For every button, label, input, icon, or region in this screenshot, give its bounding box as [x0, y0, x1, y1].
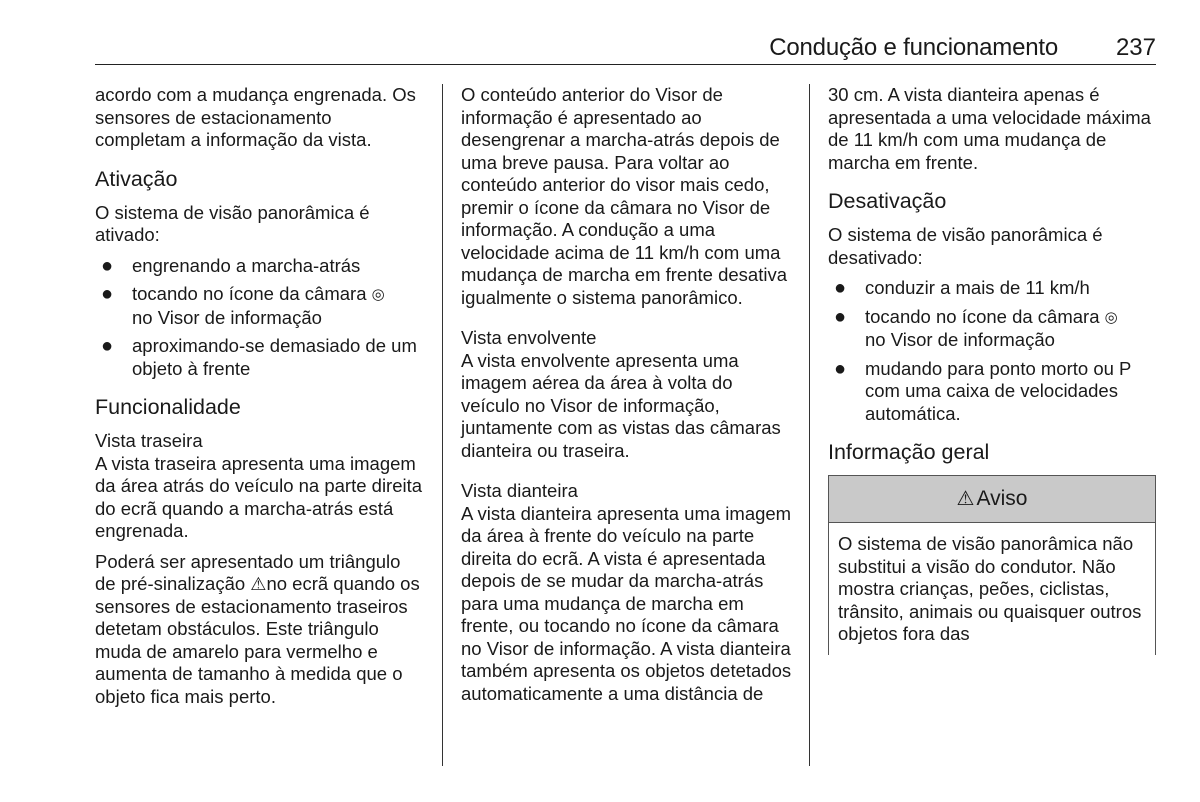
- camera-icon: ◎: [1104, 308, 1118, 326]
- list-item: ● engrenando a marcha-atrás: [101, 254, 361, 277]
- deactivation-heading: Desativação: [828, 189, 947, 213]
- list-item: ● tocando no ícone da câmara ◎ no Visor de informação: [101, 283, 385, 328]
- bullet-icon: ●: [101, 335, 114, 357]
- bullet-icon: ●: [101, 283, 114, 305]
- warning-title: Aviso: [976, 487, 1028, 510]
- warning-triangle-icon: ⚠: [956, 488, 975, 510]
- camera-icon: ◎: [371, 286, 385, 303]
- list-item: ● tocando no ícone da câmara ◎ no Visor de informação: [834, 305, 1118, 350]
- general-info-heading: Informação geral: [828, 440, 990, 464]
- warning-header: [829, 476, 1155, 523]
- list-item: ● aproximando-se demasiado de um objeto à frente: [101, 335, 417, 379]
- column-divider: [442, 84, 443, 766]
- front-view-heading: Vista dianteira: [461, 480, 578, 501]
- rear-view-heading: Vista traseira: [95, 430, 203, 451]
- column-1: [95, 84, 425, 716]
- intro-paragraph: acordo com a mudança engrenada. Os sensores de estacionamento completam a informação da vista.: [95, 84, 416, 150]
- bullet-icon: ●: [834, 305, 847, 328]
- activation-list: [95, 255, 425, 381]
- bullet-icon: ●: [834, 357, 847, 380]
- functionality-heading: Funcionalidade: [95, 395, 241, 419]
- list-item: ● mudando para ponto morto ou P com uma caixa de velocidades automática.: [834, 357, 1132, 424]
- surround-view-heading: Vista envolvente: [461, 327, 597, 348]
- chapter-title: Condução e funcionamento: [769, 34, 1058, 61]
- previous-content-paragraph: O conteúdo anterior do Visor de informação é apresentado ao desengrenar a marcha-atrás depois de uma breve pausa. Para voltar ao conteúdo anterior do visor mais cedo, premir o ícone da câmara no Visor de informação. A condução a uma velocidade acima de 11 km/h com uma mudança de marcha em frente desativa igualmente o sistema panorâmico.: [461, 84, 787, 308]
- activation-heading: Ativação: [95, 166, 178, 191]
- front-view-text: A vista dianteira apresenta uma imagem da área à frente do veículo na parte direita do ecrã. A vista é apresentada depois de se mudar da marcha-atrás para uma mudança de marcha em frente, ou tocando no ícone da câmara no Visor de informação. A vista dianteira também apresenta os objetos detetados automaticamente a uma distância de: [461, 502, 792, 704]
- bullet-icon: ●: [834, 277, 847, 299]
- column-divider: [809, 84, 810, 766]
- deactivation-text: O sistema de visão panorâmica é desativado:: [828, 224, 1103, 268]
- warning-box: [828, 475, 1156, 655]
- continuation-paragraph: 30 cm. A vista dianteira apenas é apresentada a uma velocidade máxima de 11 km/h com uma mudança de marcha em frente.: [828, 84, 1151, 173]
- page-number: 237: [1115, 34, 1156, 61]
- list-item: ● conduzir a mais de 11 km/h: [834, 277, 1090, 299]
- triangle-paragraph: Poderá ser apresentado um triângulo de pré-sinalização ⚠no ecrã quando os sensores de estacionamento traseiros detetam obstáculos. Este triângulo muda de amarelo para vermelho e aumenta de tamanho à medida que o objeto fica mais perto.: [95, 550, 420, 707]
- page-header: [95, 30, 1156, 65]
- column-3: [828, 84, 1156, 655]
- deactivation-list: [828, 277, 1156, 425]
- warning-body: O sistema de visão panorâmica não substitui a visão do condutor. Não mostra crianças, peões, ciclistas, trânsito, animais ou quaisquer outros objetos fora das: [838, 533, 1142, 644]
- bullet-icon: ●: [101, 254, 114, 277]
- rear-view-text: A vista traseira apresenta uma imagem da área atrás do veículo na parte direita do ecrã quando a marcha-atrás está engrenada.: [95, 452, 423, 541]
- warning-triangle-icon: ⚠: [250, 574, 267, 594]
- activation-text: O sistema de visão panorâmica é ativado:: [95, 201, 370, 245]
- column-2: [461, 84, 793, 713]
- surround-view-text: A vista envolvente apresenta uma imagem aérea da área à volta do veículo no Visor de informação, juntamente com as vistas das câmaras dianteira ou traseira.: [461, 349, 781, 461]
